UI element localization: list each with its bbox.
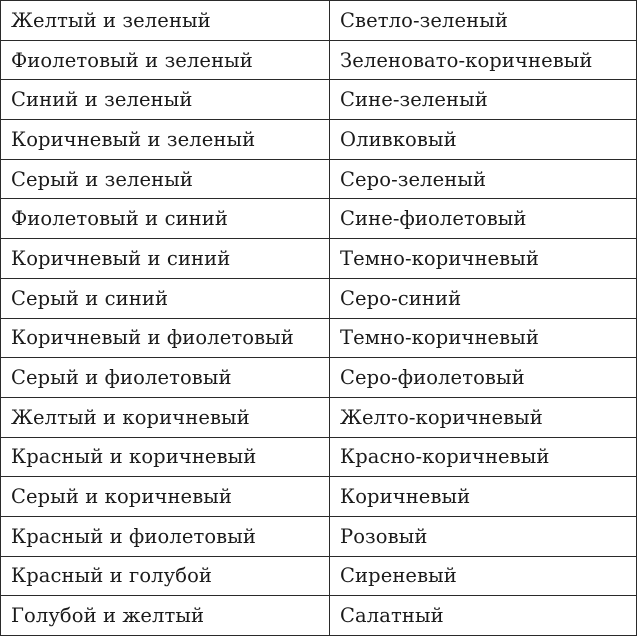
resulting-color-cell: Темно-коричневый: [330, 318, 637, 358]
table-row: [1, 437, 637, 477]
color-combination-cell: Серый и фиолетовый: [1, 358, 330, 398]
resulting-color-cell: Коричневый: [330, 477, 637, 517]
color-combination-cell: Фиолетовый и зеленый: [1, 40, 330, 80]
resulting-color-cell: Светло-зеленый: [330, 1, 637, 41]
table-row: [1, 120, 637, 160]
resulting-color-cell: Розовый: [330, 516, 637, 556]
table-row: [1, 239, 637, 279]
resulting-color-cell: Серо-фиолетовый: [330, 358, 637, 398]
table-row: [1, 516, 637, 556]
resulting-color-cell: Желто-коричневый: [330, 397, 637, 437]
resulting-color-cell: Красно-коричневый: [330, 437, 637, 477]
color-combination-cell: Синий и зеленый: [1, 80, 330, 120]
table-row: [1, 80, 637, 120]
table-row: [1, 477, 637, 517]
color-combination-cell: Коричневый и фиолетовый: [1, 318, 330, 358]
table-row: [1, 397, 637, 437]
table-row: [1, 596, 637, 636]
table-row: [1, 318, 637, 358]
resulting-color-cell: Сиреневый: [330, 556, 637, 596]
color-combination-cell: Желтый и коричневый: [1, 397, 330, 437]
resulting-color-cell: Салатный: [330, 596, 637, 636]
color-combination-cell: Красный и голубой: [1, 556, 330, 596]
table-row: [1, 159, 637, 199]
resulting-color-cell: Серо-зеленый: [330, 159, 637, 199]
color-combination-cell: Красный и фиолетовый: [1, 516, 330, 556]
color-combination-cell: Желтый и зеленый: [1, 1, 330, 41]
color-combination-cell: Серый и синий: [1, 278, 330, 318]
color-combination-cell: Красный и коричневый: [1, 437, 330, 477]
table-row: [1, 1, 637, 41]
color-combination-cell: Серый и коричневый: [1, 477, 330, 517]
resulting-color-cell: Сине-фиолетовый: [330, 199, 637, 239]
table-row: [1, 199, 637, 239]
color-combination-cell: Голубой и желтый: [1, 596, 330, 636]
color-combination-cell: Коричневый и зеленый: [1, 120, 330, 160]
table-body: [1, 1, 637, 636]
color-combination-cell: Серый и зеленый: [1, 159, 330, 199]
resulting-color-cell: Сине-зеленый: [330, 80, 637, 120]
color-combination-cell: Коричневый и синий: [1, 239, 330, 279]
resulting-color-cell: Оливковый: [330, 120, 637, 160]
table-row: [1, 278, 637, 318]
table-row: [1, 358, 637, 398]
table-row: [1, 40, 637, 80]
resulting-color-cell: Темно-коричневый: [330, 239, 637, 279]
table-row: [1, 556, 637, 596]
resulting-color-cell: Серо-синий: [330, 278, 637, 318]
resulting-color-cell: Зеленовато-коричневый: [330, 40, 637, 80]
color-combination-cell: Фиолетовый и синий: [1, 199, 330, 239]
